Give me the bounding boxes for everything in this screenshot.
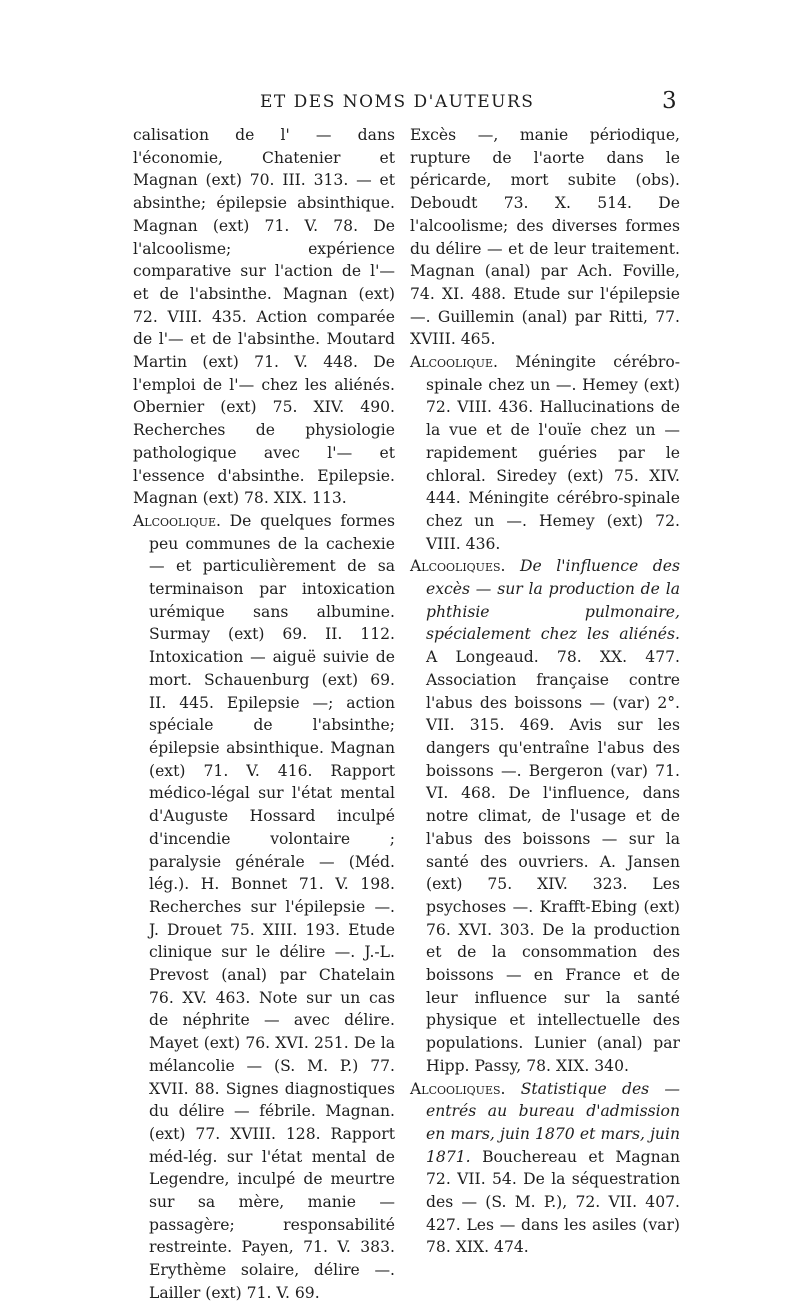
page-header <box>0 90 800 120</box>
right-column <box>410 124 680 1259</box>
entry-title: De l'influence des excès — sur la production de la phthisie pulmonaire, spécialement chez les aliénés. <box>426 557 680 644</box>
entry-text: Bouchereau et Magnan 72. VII. 54. De la séquestration des — (S. M. P.), 72. VII. 407. 427. Les — dans les asiles (var) 78. XIX. 474. <box>426 1147 680 1257</box>
entry-text: De quelques formes peu communes de la cachexie — et particulièrement de sa terminaison par intoxication urémique sans albumine. Surmay (ext) 69. II. 112. Intoxication — aiguë suivie de mort. Schauenburg (ext) 69. II. 445. Epilepsie —; action spéciale de l'absinthe; épilepsie absinthique. Magnan (ext) 71. V. 416. Rapport médico-légal sur l'état mental d'Auguste Hossard inculpé d'incendie volontaire ; paralysie générale — (Méd. lég.). H. Bonnet 71. V. 198. Recherches sur l'épilepsie —. J. Drouet 75. XIII. 193. Etude clinique sur le délire —. J.-L. Prevost (anal) par Chatelain 76. XV. 463. Note sur un cas de néphrite — avec délire. Mayet (ext) 76. XVI. 251. De la mélancolie — (S. M. P.) 77. XVII. 88. Signes diagnostiques du délire — fébrile. Magnan. (ext) 77. XVIII. 128. Rapport méd-lég. sur l'état mental de Legendre, inculpé de meurtre sur sa mère, manie — passagère; responsabilité restreinte. Payen, 71. V. 383. Erythème solaire, délire —. Lailler (ext) 71. V. 69. <box>149 511 395 1302</box>
entry-headword: Alcooliques. <box>410 1079 506 1098</box>
left-column <box>133 124 395 1305</box>
entry-text: A Longeaud. 78. XX. 477. Association française contre l'abus des boissons — (var) 2°. VII. 315. 469. Avis sur les dangers qu'entraîne l'abus des boissons —. Bergeron (var) 71. VI. 468. De l'influence, dans notre climat, de l'usage et de l'abus des boissons — sur la santé des ouvriers. A. Jansen (ext) 75. XIV. 323. Les psychoses —. Krafft-Ebing (ext) 76. XVI. 303. De la production et de la consommation des boissons — en France et de leur influence sur la santé physique et intellectuelle des populations. Lunier (anal) par Hipp. Passy, 78. XIX. 340. <box>426 648 680 1075</box>
entry-alcoolique <box>133 510 395 1305</box>
entry-alcooliques-1 <box>410 555 680 1077</box>
page-number: 3 <box>662 88 677 114</box>
entry-alcooliques-2 <box>410 1078 680 1260</box>
entry-alcoolique <box>410 351 680 555</box>
entry-text: calisation de l' — dans l'économie, Chatenier et Magnan (ext) 70. III. 313. — et absinthe; épilepsie absinthique. Magnan (ext) 71. V. 78. De l'alcoolisme; expérience comparative sur l'action de l'— et de l'absinthe. Magnan (ext) 72. VIII. 435. Action comparée de l'— et de l'absinthe. Moutard Martin (ext) 71. V. 448. De l'emploi de l'— chez les aliénés. Obernier (ext) 75. XIV. 490. Recherches de physiologie pathologique avec l'— et l'essence d'absinthe. Epilepsie. Magnan (ext) 78. XIX. 113. <box>133 126 395 508</box>
entry-headword: Alcoolique. <box>133 511 221 530</box>
entry-headword: Alcoolique. <box>410 353 498 372</box>
running-title: ET DES NOMS D'AUTEURS <box>260 92 535 112</box>
entry-headword: Alcooliques. <box>410 557 506 576</box>
entry-continuation <box>133 124 395 510</box>
entry-text: Méningite cérébro-spinale chez un —. Hemey (ext) 72. VIII. 436. Hallucinations de la vue et de l'ouïe chez un — rapidement guéries par le chloral. Siredey (ext) 75. XIV. 444. Méningite cérébro-spinale chez un —. Hemey (ext) 72. VIII. 436. <box>426 353 680 553</box>
entry-title: Statistique des — entrés au bureau d'admission en mars, juin 1870 et mars, juin 1871. <box>426 1079 680 1166</box>
entry-continuation <box>410 124 680 351</box>
entry-text: Excès —, manie périodique, rupture de l'aorte dans le péricarde, mort subite (obs). Deboudt 73. X. 514. De l'alcoolisme; des diverses formes du délire — et de leur traitement. Magnan (anal) par Ach. Foville, 74. XI. 488. Etude sur l'épilepsie —. Guillemin (anal) par Ritti, 77. XVIII. 465. <box>410 126 680 349</box>
